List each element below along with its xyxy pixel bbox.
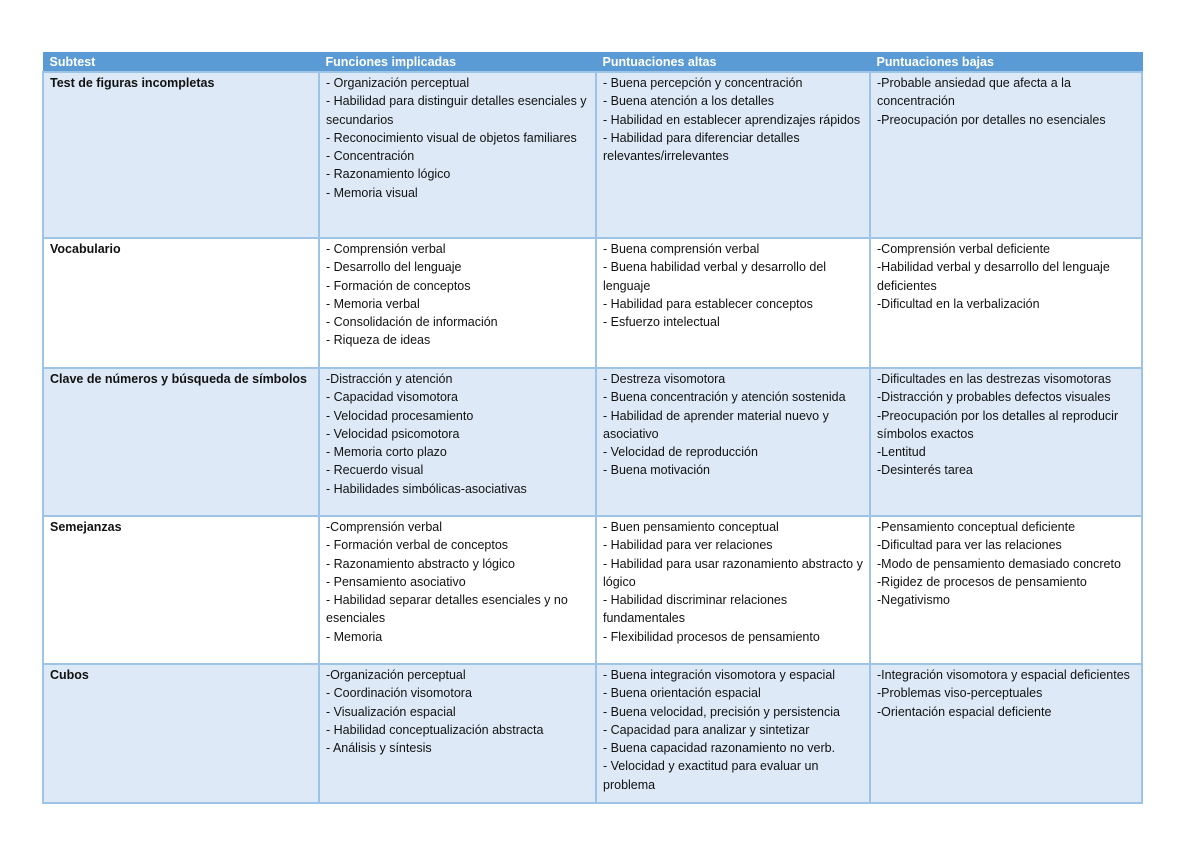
- cell-subtest: [43, 516, 319, 664]
- funcion-item: -Comprensión verbal: [326, 520, 443, 534]
- puntuacion-alta-item: - Buena capacidad razonamiento no verb.: [603, 741, 836, 756]
- puntuacion-baja-item: -Pensamiento conceptual deficiente: [877, 520, 1076, 534]
- funcion-item: - Coordinación visomotora: [326, 686, 472, 701]
- funcion-item: - Consolidación de información: [326, 315, 498, 330]
- header-funciones: Funciones implicadas: [319, 53, 596, 73]
- table-row: [43, 238, 1142, 368]
- funcion-item: - Visualización espacial: [326, 704, 456, 719]
- puntuacion-baja-item: -Distracción y probables defectos visuales: [877, 390, 1111, 405]
- table-row: [43, 368, 1142, 516]
- puntuacion-alta-item: - Esfuerzo intelectual: [603, 315, 720, 330]
- puntuacion-baja-item: -Rigidez de procesos de pensamiento: [877, 574, 1087, 589]
- puntuacion-alta-item: - Habilidad para usar razonamiento abstracto y lógico: [603, 556, 863, 589]
- cell-puntuaciones-altas: [596, 72, 870, 238]
- funcion-item: - Organización perceptual: [326, 76, 470, 90]
- subtest-name: Clave de números y búsqueda de símbolos: [50, 372, 308, 386]
- funcion-item: - Concentración: [326, 149, 415, 164]
- funcion-item: - Análisis y síntesis: [326, 741, 432, 756]
- puntuacion-baja-item: -Comprensión verbal deficiente: [877, 242, 1051, 256]
- cell-puntuaciones-bajas: [870, 238, 1142, 368]
- puntuacion-baja-item: -Dificultades en las destrezas visomotoras: [877, 372, 1112, 386]
- puntuacion-alta-item: - Habilidad para ver relaciones: [603, 538, 773, 553]
- puntuacion-alta-item: - Capacidad para analizar y sintetizar: [603, 722, 810, 737]
- cell-funciones: [319, 664, 596, 803]
- puntuacion-alta-item: - Buena atención a los detalles: [603, 94, 774, 109]
- puntuacion-alta-item: - Buen pensamiento conceptual: [603, 520, 779, 534]
- cell-puntuaciones-bajas: [870, 664, 1142, 803]
- cell-puntuaciones-altas: [596, 516, 870, 664]
- cell-puntuaciones-altas: [596, 238, 870, 368]
- puntuacion-alta-item: - Buena motivación: [603, 463, 711, 478]
- cell-puntuaciones-altas: [596, 664, 870, 803]
- puntuacion-alta-item: - Destreza visomotora: [603, 372, 726, 386]
- funcion-item: - Razonamiento abstracto y lógico: [326, 556, 515, 571]
- funcion-item: - Habilidad para distinguir detalles esenciales y secundarios: [326, 94, 587, 127]
- funcion-item: - Comprensión verbal: [326, 242, 446, 256]
- funcion-item: - Habilidad separar detalles esenciales y no esenciales: [326, 593, 568, 626]
- puntuacion-alta-item: - Buena percepción y concentración: [603, 76, 803, 90]
- funcion-item: - Memoria: [326, 629, 383, 644]
- subtest-name: Vocabulario: [50, 242, 121, 256]
- funcion-item: - Razonamiento lógico: [326, 167, 451, 182]
- puntuacion-baja-item: -Problemas viso-perceptuales: [877, 686, 1043, 701]
- puntuacion-baja-item: -Probable ansiedad que afecta a la concentración: [877, 76, 1071, 109]
- funcion-item: - Capacidad visomotora: [326, 390, 459, 405]
- header-altas: Puntuaciones altas: [596, 53, 870, 73]
- funcion-item: -Organización perceptual: [326, 668, 466, 682]
- puntuacion-alta-item: - Flexibilidad procesos de pensamiento: [603, 629, 820, 644]
- funcion-item: - Memoria verbal: [326, 296, 420, 311]
- cell-puntuaciones-altas: [596, 368, 870, 516]
- subtest-name: Test de figuras incompletas: [50, 76, 215, 90]
- funcion-item: - Recuerdo visual: [326, 463, 424, 478]
- funcion-item: - Pensamiento asociativo: [326, 574, 466, 589]
- funcion-item: - Memoria visual: [326, 185, 418, 200]
- puntuacion-baja-item: -Lentitud: [877, 445, 926, 460]
- funcion-item: - Desarrollo del lenguaje: [326, 260, 462, 275]
- puntuacion-alta-item: - Buena comprensión verbal: [603, 242, 760, 256]
- puntuacion-alta-item: - Habilidad en establecer aprendizajes rápidos: [603, 112, 861, 127]
- cell-funciones: [319, 72, 596, 238]
- puntuacion-alta-item: - Habilidad para establecer conceptos: [603, 296, 813, 311]
- puntuacion-baja-item: -Negativismo: [877, 593, 950, 608]
- funcion-item: - Riqueza de ideas: [326, 333, 431, 348]
- puntuacion-alta-item: - Habilidad para diferenciar detalles relevantes/irrelevantes: [603, 130, 800, 164]
- table-row: [43, 516, 1142, 664]
- cell-puntuaciones-bajas: [870, 368, 1142, 516]
- document-page: [42, 52, 1141, 804]
- puntuacion-alta-item: - Velocidad y exactitud para evaluar un problema: [603, 759, 819, 792]
- cell-subtest: [43, 238, 319, 368]
- puntuacion-alta-item: - Velocidad de reproducción: [603, 445, 758, 460]
- cell-funciones: [319, 238, 596, 368]
- cell-subtest: [43, 72, 319, 238]
- puntuacion-baja-item: -Habilidad verbal y desarrollo del lenguaje deficientes: [877, 260, 1110, 293]
- table-row: [43, 72, 1142, 238]
- table-row: [43, 664, 1142, 803]
- puntuacion-baja-item: -Preocupación por detalles no esenciales: [877, 112, 1106, 127]
- puntuacion-baja-item: -Integración visomotora y espacial deficientes: [877, 668, 1130, 682]
- puntuacion-alta-item: - Buena velocidad, precisión y persistencia: [603, 704, 840, 719]
- puntuacion-baja-item: -Dificultad para ver las relaciones: [877, 538, 1062, 553]
- funcion-item: - Formación de conceptos: [326, 278, 471, 293]
- funcion-item: - Velocidad psicomotora: [326, 426, 460, 441]
- puntuacion-baja-item: -Desinterés tarea: [877, 463, 973, 478]
- cell-funciones: [319, 516, 596, 664]
- puntuacion-baja-item: -Modo de pensamiento demasiado concreto: [877, 556, 1121, 571]
- puntuacion-alta-item: - Buena habilidad verbal y desarrollo del lenguaje: [603, 260, 827, 293]
- cell-puntuaciones-bajas: [870, 516, 1142, 664]
- funcion-item: - Velocidad procesamiento: [326, 408, 474, 423]
- cell-puntuaciones-bajas: [870, 72, 1142, 238]
- puntuacion-baja-item: -Orientación espacial deficiente: [877, 704, 1052, 719]
- puntuacion-baja-item: -Preocupación por los detalles al reproducir símbolos exactos: [877, 408, 1119, 441]
- funcion-item: - Habilidades simbólicas-asociativas: [326, 481, 527, 496]
- funcion-item: - Formación verbal de conceptos: [326, 538, 509, 553]
- funcion-item: - Reconocimiento visual de objetos familiares: [326, 130, 577, 145]
- table-header-row: [43, 53, 1142, 73]
- puntuacion-alta-item: - Buena concentración y atención sostenida: [603, 390, 846, 405]
- puntuacion-alta-item: - Habilidad discriminar relaciones fundamentales: [603, 593, 788, 626]
- funcion-item: - Memoria corto plazo: [326, 445, 447, 460]
- subtest-name: Cubos: [50, 668, 89, 682]
- cell-subtest: [43, 664, 319, 803]
- cell-subtest: [43, 368, 319, 516]
- puntuacion-alta-item: - Habilidad de aprender material nuevo y asociativo: [603, 408, 829, 441]
- header-bajas: Puntuaciones bajas: [870, 53, 1142, 73]
- funcion-item: - Habilidad conceptualización abstracta: [326, 722, 544, 737]
- funcion-item: -Distracción y atención: [326, 372, 453, 386]
- puntuacion-alta-item: - Buena orientación espacial: [603, 686, 761, 701]
- cell-funciones: [319, 368, 596, 516]
- puntuacion-baja-item: -Dificultad en la verbalización: [877, 296, 1040, 311]
- header-subtest: Subtest: [43, 53, 319, 73]
- puntuacion-alta-item: - Buena integración visomotora y espacial: [603, 668, 836, 682]
- wisc-subtest-table: [42, 52, 1143, 804]
- subtest-name: Semejanzas: [50, 520, 122, 534]
